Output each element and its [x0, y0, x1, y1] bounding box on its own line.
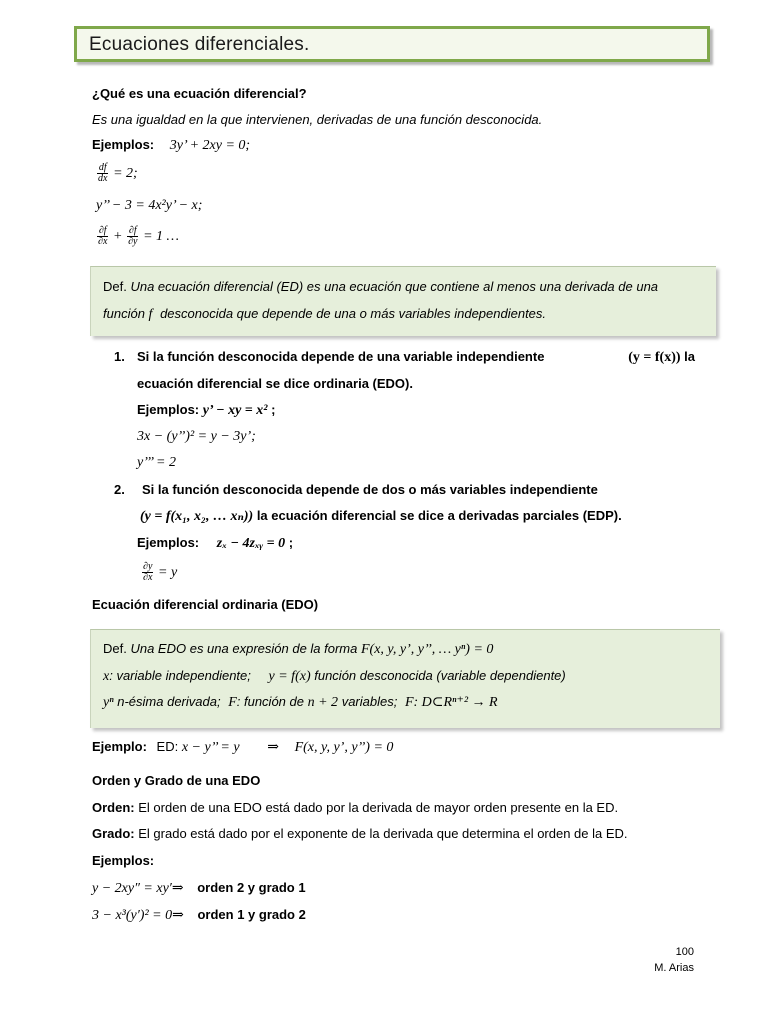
list-item-1-example-3: y’’’ = 2: [137, 455, 176, 470]
fraction-partial-y-x: $\frac{\partial y}{\partial x}$: [143, 561, 153, 583]
examples-label: Ejemplos:: [92, 137, 155, 152]
examples-row-1: [92, 137, 250, 154]
example-equation-2: $\frac{df}{dx}$ = 2;: [98, 162, 138, 184]
page-number: 100: [675, 946, 694, 958]
example-equation-4: $\frac{\partial f}{\partial x}$ + $\frac{\partial f}{\partial y}$ = 1 …: [98, 225, 180, 247]
definition-ed-line-2: función f desconocida que depende de una o más variables independientes.: [103, 306, 547, 322]
example-equation-3: y’’ − 3 = 4x²y’ − x;: [96, 198, 203, 213]
fraction-df-dx: $\frac{df}{dx}$: [98, 162, 108, 184]
list-item-2-examples: Ejemplos: zₓ − 4zₓᵧ = 0 ;: [137, 535, 294, 551]
definition-edo-line-1: Def. Una EDO es una expresión de la forma F(x, y, y’, y’’, … yⁿ) = 0: [103, 641, 494, 657]
order-degree-example-1: y − 2xy″ = xy′⇒ orden 2 y grado 1: [92, 880, 306, 896]
order-degree-example-2: 3 − x³(y′)² = 0⇒ orden 1 y grado 2: [92, 907, 306, 923]
list-item-2-example-2: $\frac{\partial y}{\partial x}$ = y: [143, 561, 178, 583]
definition-box-ed: [90, 266, 716, 336]
fraction-partial-f-y: $\frac{\partial f}{\partial y}$: [128, 225, 138, 247]
definition-edo-line-2: x: variable independiente; y = f(x) función desconocida (variable dependiente): [103, 668, 566, 684]
definition-box-edo: [90, 629, 720, 728]
chapter-title: Ecuaciones diferenciales.: [89, 34, 310, 55]
list-item-2-line-2: (y = f(x₁, x₂, … xₙ)) la ecuación diferencial se dice a derivadas parciales (EDP).: [140, 508, 622, 524]
edo-example: Ejemplo: ED: x − y’’ = y ⇒ F(x, y, y’, y’’) = 0: [92, 739, 394, 755]
order-definition: Orden: El orden de una EDO está dado por la derivada de mayor orden presente en la ED.: [92, 800, 619, 815]
example-equation-1: 3y’ + 2xy = 0;: [169, 138, 251, 153]
definition-edo-line-3: yⁿ n-ésima derivada; F: función de n + 2 variables; F: D⊂Rⁿ⁺² → R: [103, 694, 498, 710]
degree-definition: Grado: El grado está dado por el exponente de la derivada que determina el orden de la ED.: [92, 826, 628, 841]
edo-heading: Ecuación diferencial ordinaria (EDO): [92, 597, 319, 612]
list-number-2: 2.: [114, 482, 125, 497]
list-item-1-line-2: ecuación diferencial se dice ordinaria (EDO).: [137, 376, 413, 391]
list-item-1-line-1: Si la función desconocida depende de una variable independiente (y = f(x)) la: [137, 349, 695, 365]
list-item-2-line-1: Si la función desconocida depende de dos o más variables independiente: [142, 482, 598, 497]
list-item-1-example-2: 3x − (y’’)² = y − 3y’;: [137, 429, 256, 444]
chapter-header: [74, 26, 710, 62]
question-answer: Es una igualdad en la que intervienen, derivadas de una función desconocida.: [92, 112, 543, 127]
order-degree-examples-label: Ejemplos:: [92, 853, 155, 868]
author-name: M. Arias: [654, 962, 694, 974]
list-number-1: 1.: [114, 349, 125, 364]
order-degree-heading: Orden y Grado de una EDO: [92, 773, 261, 788]
question-heading: ¿Qué es una ecuación diferencial?: [92, 86, 307, 101]
list-item-1-examples: Ejemplos: y’ − xy = x² ;: [137, 402, 276, 418]
definition-ed-line-1: Def. Una ecuación diferencial (ED) es una ecuación que contiene al menos una derivada de una: [103, 279, 659, 294]
fraction-partial-f-x: $\frac{\partial f}{\partial x}$: [98, 225, 108, 247]
